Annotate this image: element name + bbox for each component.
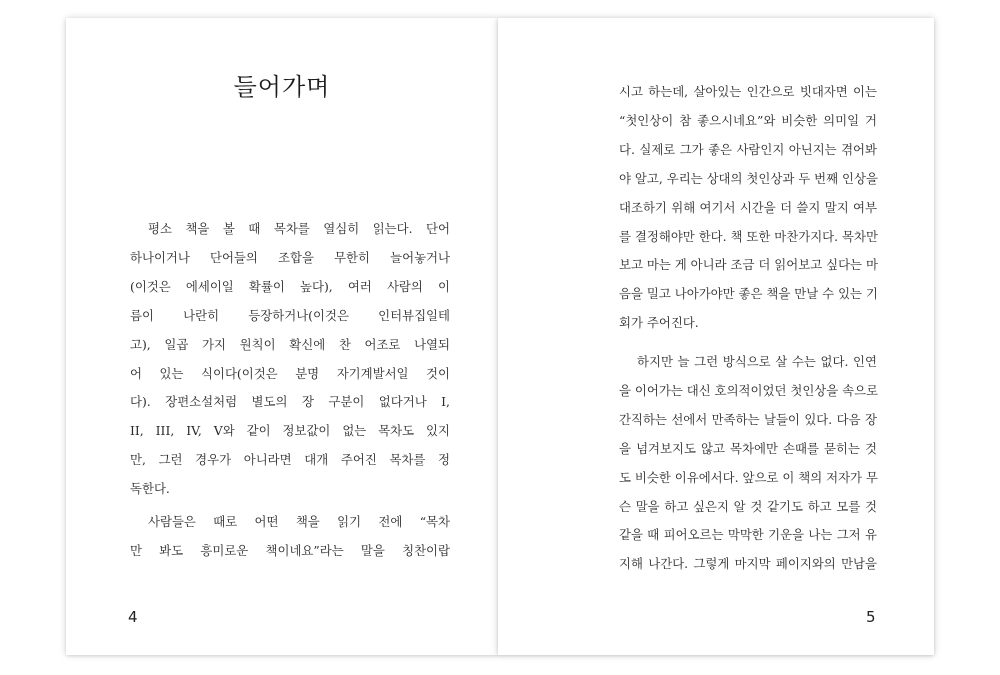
right-paragraph-1 [619, 78, 877, 338]
text-line: 음을 밀고 나아가야만 좋은 책을 만날 수 있는 기 [619, 286, 878, 302]
text-line: 회가 주어진다. [619, 315, 699, 331]
text-line: 같을 때 피어오르는 막막한 기운을 나는 그저 유 [619, 527, 877, 543]
left-paragraph-1 [130, 215, 450, 504]
text-line: 다. 실제로 그가 좋은 사람인지 아닌지는 겪어봐 [619, 141, 877, 157]
text-line: II, III, IV, V와 같이 정보값이 없는 목차도 있지 [130, 423, 450, 439]
text-line: 간직하는 선에서 만족하는 날들이 있다. 다음 장 [619, 411, 877, 427]
page-number: 4 [128, 608, 138, 626]
text-line: 어 있는 식이다(이것은 분명 자기계발서일 것이 [130, 365, 450, 381]
text-line: (이것은 에세이일 확률이 높다), 여러 사람의 이 [130, 278, 450, 294]
text-line: 을 넘겨보지도 않고 목차에만 손때를 묻히는 것 [619, 440, 877, 456]
text-line: 슨 말을 하고 싶은지 알 것 같기도 하고 모를 것 [619, 498, 877, 514]
right-paragraph-2 [619, 348, 877, 579]
text-line: “첫인상이 참 좋으시네요”와 비슷한 의미일 거 [619, 112, 877, 128]
text-line: 도 비슷한 이유에서다. 앞으로 이 책의 저자가 무 [619, 469, 878, 485]
chapter-title: 들어가며 [233, 73, 331, 101]
text-line: 를 결정해야만 한다. 책 또한 마찬가지다. 목차만 [619, 228, 878, 244]
text-line: 만 봐도 흥미로운 책이네요”라는 말을 칭찬이랍 [130, 542, 450, 558]
text-line: 야 알고, 우리는 상대의 첫인상과 두 번째 인상을 [619, 170, 878, 186]
page-number: 5 [866, 608, 876, 626]
text-line: 평소 책을 볼 때 목차를 열심히 읽는다. 단어 [148, 221, 450, 236]
right-page [498, 18, 934, 655]
text-line: 독한다. [130, 481, 170, 497]
text-line: 름이 나란히 등장하거나(이것은 인터뷰집일테 [130, 307, 450, 323]
text-line: 을 이어가는 대신 호의적이었던 첫인상을 속으로 [619, 382, 879, 398]
left-paragraph-2 [130, 508, 450, 566]
text-line: 만, 그런 경우가 아니라면 대개 주어진 목차를 정 [130, 452, 450, 468]
text-line: 하나이거나 단어들의 조합을 무한히 늘어놓거나 [130, 249, 450, 265]
text-line: 다). 장편소설처럼 별도의 장 구분이 없다거나 I, [130, 394, 450, 410]
text-line: 하지만 늘 그런 방식으로 살 수는 없다. 인연 [637, 354, 877, 369]
left-page [66, 18, 498, 655]
text-line: 시고 하는데, 살아있는 인간으로 빗대자면 이는 [619, 84, 877, 99]
text-line: 보고 마는 게 아니라 조금 더 읽어보고 싶다는 마 [619, 257, 878, 273]
text-line: 고), 일곱 가지 원칙이 확신에 찬 어조로 나열되 [130, 336, 450, 352]
text-line: 지해 나간다. 그렇게 마지막 페이지와의 만남을 [619, 556, 877, 572]
text-line: 대조하기 위해 여기서 시간을 더 쓸지 말지 여부 [619, 199, 877, 215]
text-line: 사람들은 때로 어떤 책을 읽기 전에 “목차 [148, 514, 450, 529]
